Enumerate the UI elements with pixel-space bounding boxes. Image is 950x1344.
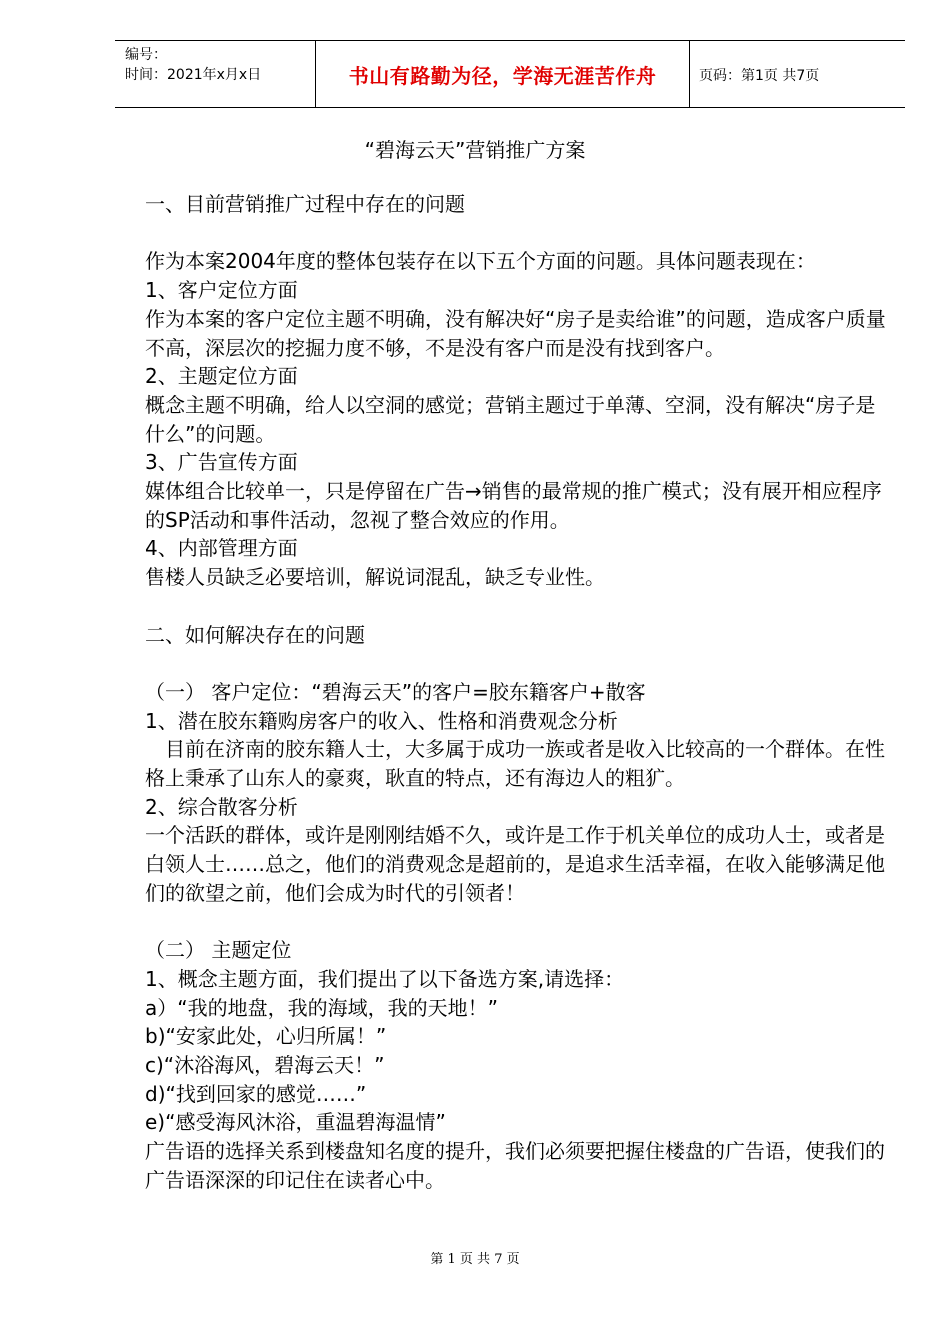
paragraph: 广告语的选择关系到楼盘知名度的提升，我们必须要把握住楼盘的广告语，使我们的广告语深深的印记住在读者心中。 bbox=[145, 1139, 885, 1192]
header-divider bbox=[689, 41, 690, 107]
subheading: 1、概念主题方面，我们提出了以下备选方案,请选择： bbox=[145, 966, 625, 991]
header-motto: 书山有路勤为径，学海无涯苦作舟 bbox=[348, 63, 657, 88]
list-item: e)“感受海风沐浴，重温碧海温情” bbox=[145, 1110, 446, 1135]
list-item: b)“安家此处，心归所属！” bbox=[145, 1024, 387, 1049]
paragraph: 作为本案的客户定位主题不明确，没有解决好“房子是卖给谁”的问题，造成客户质量不高，深层次的挖掘力度不够，不是没有客户而是没有找到客户。 bbox=[145, 306, 886, 360]
blank-line bbox=[145, 649, 890, 678]
section-heading: 二、如何解决存在的问题 bbox=[145, 622, 365, 647]
paragraph: 售楼人员缺乏必要培训，解说词混乱，缺乏专业性。 bbox=[145, 565, 605, 590]
document-title: “碧海云天”营销推广方案 bbox=[364, 138, 586, 162]
list-item: d)“找到回家的感觉……” bbox=[145, 1081, 367, 1106]
paragraph: 媒体组合比较单一，只是停留在广告→销售的最常规的推广模式；没有展开相应程序的SP活动和事件活动，忽视了整合效应的作用。 bbox=[145, 479, 882, 532]
subheading: 1、客户定位方面 bbox=[145, 278, 298, 303]
page-header bbox=[115, 40, 905, 108]
subheading: 1、潜在胶东籍购房客户的收入、性格和消费观念分析 bbox=[145, 708, 618, 733]
number-label: 编号： bbox=[125, 47, 167, 63]
blank-line bbox=[145, 592, 890, 621]
blank-line bbox=[145, 908, 890, 937]
blank-line bbox=[145, 219, 890, 248]
time-label: 时间：2021年x月x日 bbox=[125, 67, 262, 83]
list-item: a）“我的地盘，我的海域，我的天地！” bbox=[145, 995, 498, 1020]
paragraph: 一个活跃的群体，或许是刚刚结婚不久，或许是工作于机关单位的成功人士，或者是白领人士……总之，他们的消费观念是超前的，是追求生活幸福，在收入能够满足他们的欲望之前，他们会成为时代的引领者！ bbox=[145, 823, 885, 905]
list-item: c)“沐浴海风，碧海云天！” bbox=[145, 1053, 385, 1078]
page-indicator: 页码：第1页 共7页 bbox=[699, 68, 820, 84]
subheading: 4、内部管理方面 bbox=[145, 536, 298, 561]
subsection-heading: （一） 客户定位：“碧海云天”的客户=胶东籍客户+散客 bbox=[145, 679, 646, 704]
paragraph: 目前在济南的胶东籍人士，大多属于成功一族或者是收入比较高的一个群体。在性格上秉承了山东人的豪爽，耿直的特点，还有海边人的粗犷。 bbox=[145, 737, 885, 791]
page-footer: 第 1 页 共 7 页 bbox=[430, 1252, 520, 1267]
paragraph: 概念主题不明确，给人以空洞的感觉；营销主题过于单薄、空洞，没有解决“房子是什么”的问题。 bbox=[145, 392, 876, 446]
section-heading: 一、目前营销推广过程中存在的问题 bbox=[145, 192, 465, 216]
subheading: 2、综合散客分析 bbox=[145, 794, 298, 819]
subheading: 3、广告宣传方面 bbox=[145, 450, 298, 475]
document-body bbox=[145, 190, 890, 1195]
subsection-heading: （二） 主题定位 bbox=[145, 938, 292, 963]
paragraph: 作为本案2004年度的整体包装存在以下五个方面的问题。具体问题表现在： bbox=[145, 249, 816, 274]
subheading: 2、主题定位方面 bbox=[145, 364, 298, 389]
header-meta bbox=[125, 45, 261, 85]
